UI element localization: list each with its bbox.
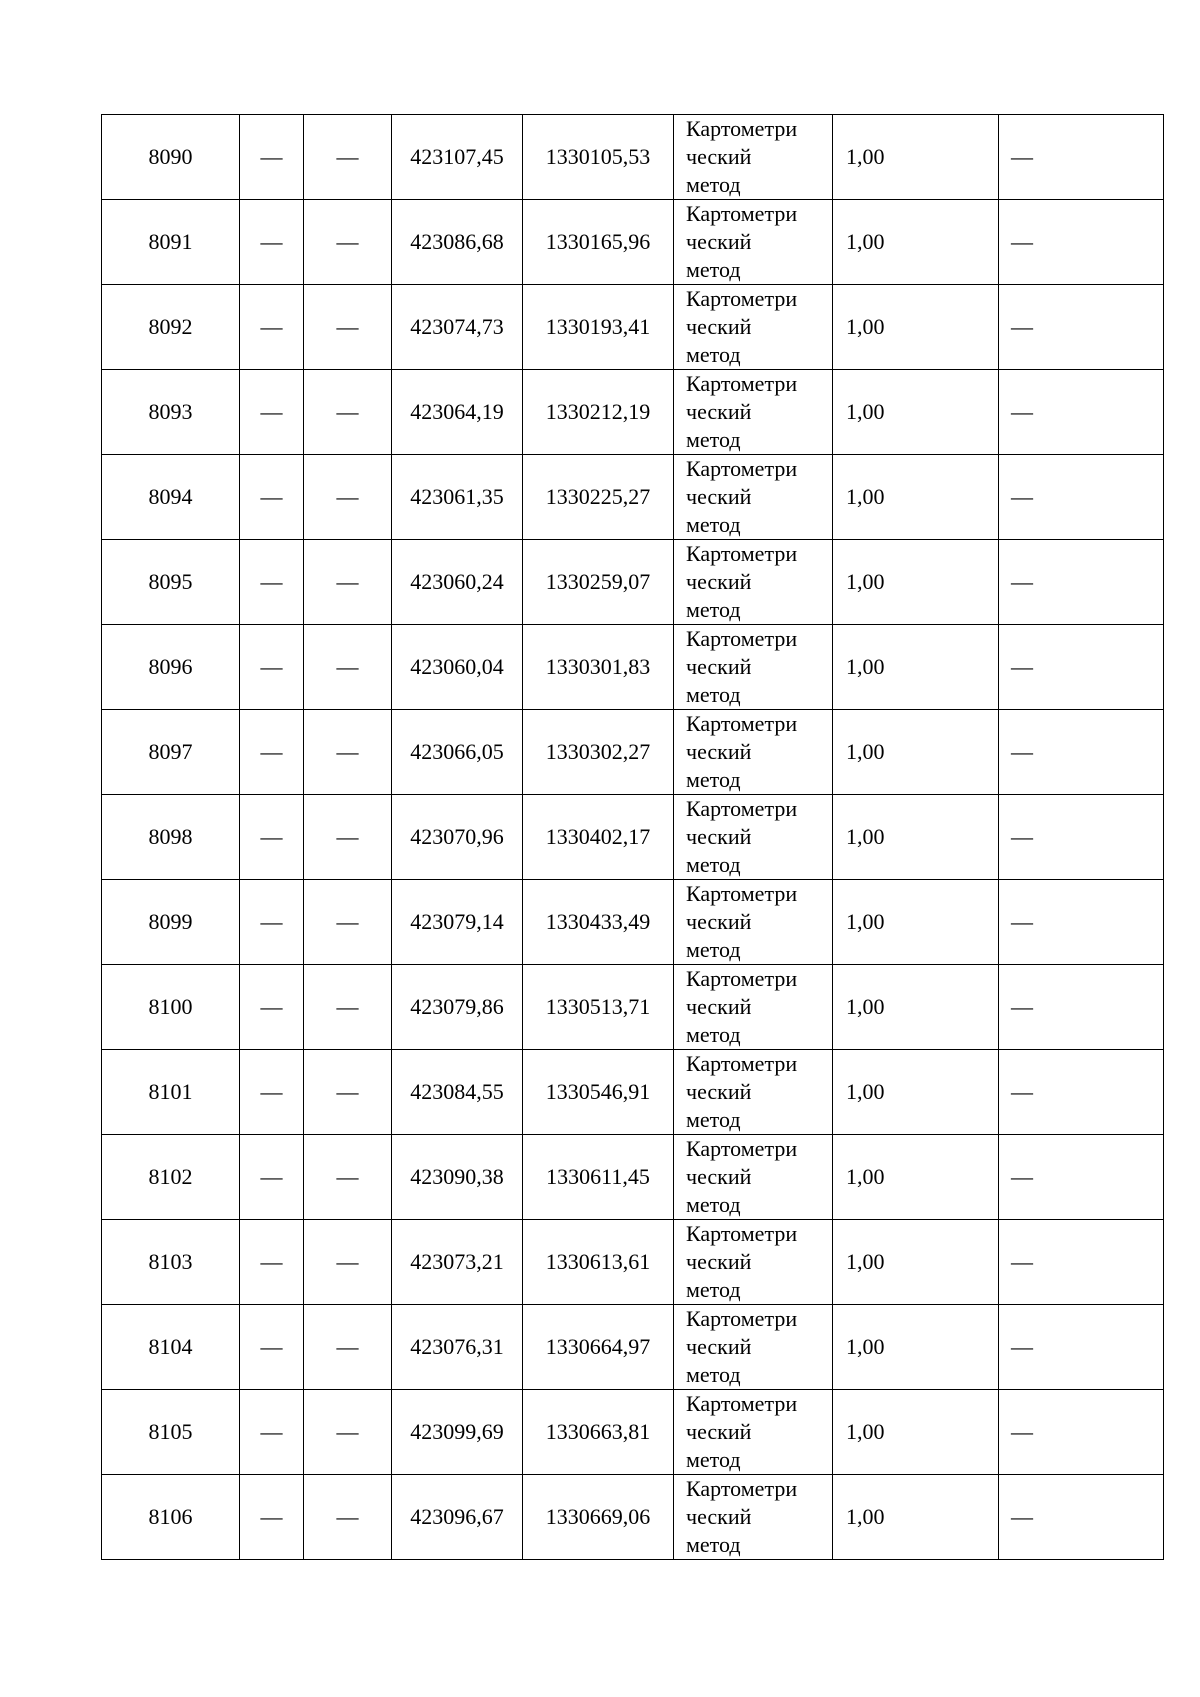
method-text-line: ческий xyxy=(686,654,752,679)
method-text-line: ческий xyxy=(686,399,752,424)
accuracy-cell: 1,00 xyxy=(833,540,999,625)
table-row xyxy=(102,455,1164,540)
description-cell: — xyxy=(999,625,1164,710)
table-row xyxy=(102,1390,1164,1475)
dash-cell: — xyxy=(240,710,304,795)
x-coordinate-cell: 423066,05 xyxy=(392,710,523,795)
method-cell xyxy=(674,1220,833,1305)
method-cell xyxy=(674,455,833,540)
x-coordinate-cell: 423060,04 xyxy=(392,625,523,710)
point-number-cell: 8104 xyxy=(102,1305,240,1390)
table-row xyxy=(102,540,1164,625)
accuracy-cell: 1,00 xyxy=(833,1220,999,1305)
accuracy-cell: 1,00 xyxy=(833,1135,999,1220)
accuracy-cell: 1,00 xyxy=(833,370,999,455)
method-text-line: ческий xyxy=(686,909,752,934)
method-cell xyxy=(674,1305,833,1390)
method-text-line: Картометри xyxy=(686,711,798,736)
table-body xyxy=(102,115,1164,1560)
dash-cell: — xyxy=(304,1475,392,1560)
accuracy-cell: 1,00 xyxy=(833,1050,999,1135)
method-text-line: Картометри xyxy=(686,1391,798,1416)
point-number-cell: 8094 xyxy=(102,455,240,540)
dash-cell: — xyxy=(240,200,304,285)
method-text-line: Картометри xyxy=(686,116,798,141)
method-text-line: метод xyxy=(686,852,741,877)
dash-cell: — xyxy=(240,455,304,540)
method-cell xyxy=(674,1135,833,1220)
method-text-line: метод xyxy=(686,1362,741,1387)
point-number-cell: 8092 xyxy=(102,285,240,370)
accuracy-cell: 1,00 xyxy=(833,1305,999,1390)
accuracy-cell: 1,00 xyxy=(833,200,999,285)
method-text-line: Картометри xyxy=(686,1051,798,1076)
method-text-line: метод xyxy=(686,1532,741,1557)
description-cell: — xyxy=(999,880,1164,965)
point-number-cell: 8103 xyxy=(102,1220,240,1305)
dash-cell: — xyxy=(304,200,392,285)
method-cell xyxy=(674,1050,833,1135)
method-cell xyxy=(674,370,833,455)
dash-cell: — xyxy=(240,1390,304,1475)
dash-cell: — xyxy=(304,115,392,200)
dash-cell: — xyxy=(240,285,304,370)
description-cell: — xyxy=(999,710,1164,795)
y-coordinate-cell: 1330225,27 xyxy=(523,455,674,540)
table-row xyxy=(102,1220,1164,1305)
y-coordinate-cell: 1330165,96 xyxy=(523,200,674,285)
point-number-cell: 8101 xyxy=(102,1050,240,1135)
method-text-line: метод xyxy=(686,172,741,197)
y-coordinate-cell: 1330613,61 xyxy=(523,1220,674,1305)
description-cell: — xyxy=(999,1475,1164,1560)
y-coordinate-cell: 1330611,45 xyxy=(523,1135,674,1220)
x-coordinate-cell: 423079,86 xyxy=(392,965,523,1050)
table-row xyxy=(102,200,1164,285)
x-coordinate-cell: 423079,14 xyxy=(392,880,523,965)
table-row xyxy=(102,1135,1164,1220)
accuracy-cell: 1,00 xyxy=(833,710,999,795)
method-text-line: ческий xyxy=(686,314,752,339)
method-text-line: Картометри xyxy=(686,1306,798,1331)
method-text-line: Картометри xyxy=(686,201,798,226)
x-coordinate-cell: 423090,38 xyxy=(392,1135,523,1220)
table-row xyxy=(102,1305,1164,1390)
method-cell xyxy=(674,540,833,625)
description-cell: — xyxy=(999,370,1164,455)
method-text-line: ческий xyxy=(686,1334,752,1359)
method-text-line: метод xyxy=(686,767,741,792)
y-coordinate-cell: 1330105,53 xyxy=(523,115,674,200)
point-number-cell: 8091 xyxy=(102,200,240,285)
method-text-line: ческий xyxy=(686,1249,752,1274)
table-row xyxy=(102,370,1164,455)
method-text-line: ческий xyxy=(686,739,752,764)
accuracy-cell: 1,00 xyxy=(833,455,999,540)
point-number-cell: 8099 xyxy=(102,880,240,965)
table-row xyxy=(102,710,1164,795)
point-number-cell: 8090 xyxy=(102,115,240,200)
dash-cell: — xyxy=(304,795,392,880)
description-cell: — xyxy=(999,200,1164,285)
dash-cell: — xyxy=(240,1220,304,1305)
dash-cell: — xyxy=(240,965,304,1050)
y-coordinate-cell: 1330433,49 xyxy=(523,880,674,965)
coordinates-table xyxy=(101,114,1164,1560)
point-number-cell: 8106 xyxy=(102,1475,240,1560)
accuracy-cell: 1,00 xyxy=(833,795,999,880)
method-text-line: ческий xyxy=(686,1504,752,1529)
point-number-cell: 8102 xyxy=(102,1135,240,1220)
y-coordinate-cell: 1330402,17 xyxy=(523,795,674,880)
method-text-line: Картометри xyxy=(686,456,798,481)
method-text-line: метод xyxy=(686,1107,741,1132)
accuracy-cell: 1,00 xyxy=(833,625,999,710)
method-cell xyxy=(674,795,833,880)
dash-cell: — xyxy=(304,1305,392,1390)
description-cell: — xyxy=(999,285,1164,370)
description-cell: — xyxy=(999,455,1164,540)
method-text-line: ческий xyxy=(686,1079,752,1104)
x-coordinate-cell: 423107,45 xyxy=(392,115,523,200)
method-text-line: метод xyxy=(686,342,741,367)
x-coordinate-cell: 423061,35 xyxy=(392,455,523,540)
point-number-cell: 8095 xyxy=(102,540,240,625)
method-text-line: Картометри xyxy=(686,1476,798,1501)
description-cell: — xyxy=(999,1305,1164,1390)
method-text-line: ческий xyxy=(686,569,752,594)
method-text-line: ческий xyxy=(686,994,752,1019)
method-text-line: ческий xyxy=(686,824,752,849)
method-text-line: Картометри xyxy=(686,626,798,651)
method-text-line: Картометри xyxy=(686,541,798,566)
dash-cell: — xyxy=(304,965,392,1050)
dash-cell: — xyxy=(240,1135,304,1220)
y-coordinate-cell: 1330212,19 xyxy=(523,370,674,455)
dash-cell: — xyxy=(304,285,392,370)
dash-cell: — xyxy=(240,880,304,965)
method-cell xyxy=(674,115,833,200)
y-coordinate-cell: 1330301,83 xyxy=(523,625,674,710)
method-text-line: метод xyxy=(686,1447,741,1472)
method-text-line: метод xyxy=(686,937,741,962)
point-number-cell: 8093 xyxy=(102,370,240,455)
point-number-cell: 8097 xyxy=(102,710,240,795)
method-text-line: метод xyxy=(686,257,741,282)
x-coordinate-cell: 423074,73 xyxy=(392,285,523,370)
description-cell: — xyxy=(999,1135,1164,1220)
y-coordinate-cell: 1330664,97 xyxy=(523,1305,674,1390)
accuracy-cell: 1,00 xyxy=(833,115,999,200)
description-cell: — xyxy=(999,1050,1164,1135)
dash-cell: — xyxy=(240,625,304,710)
description-cell: — xyxy=(999,965,1164,1050)
description-cell: — xyxy=(999,795,1164,880)
dash-cell: — xyxy=(240,370,304,455)
method-text-line: метод xyxy=(686,427,741,452)
description-cell: — xyxy=(999,115,1164,200)
method-text-line: ческий xyxy=(686,229,752,254)
dash-cell: — xyxy=(240,115,304,200)
dash-cell: — xyxy=(240,1475,304,1560)
y-coordinate-cell: 1330546,91 xyxy=(523,1050,674,1135)
point-number-cell: 8105 xyxy=(102,1390,240,1475)
accuracy-cell: 1,00 xyxy=(833,965,999,1050)
x-coordinate-cell: 423064,19 xyxy=(392,370,523,455)
method-text-line: метод xyxy=(686,597,741,622)
y-coordinate-cell: 1330302,27 xyxy=(523,710,674,795)
method-text-line: ческий xyxy=(686,144,752,169)
dash-cell: — xyxy=(304,1220,392,1305)
method-cell xyxy=(674,965,833,1050)
dash-cell: — xyxy=(304,455,392,540)
description-cell: — xyxy=(999,1390,1164,1475)
method-text-line: Картометри xyxy=(686,881,798,906)
x-coordinate-cell: 423086,68 xyxy=(392,200,523,285)
table-row xyxy=(102,115,1164,200)
method-cell xyxy=(674,1475,833,1560)
dash-cell: — xyxy=(304,1050,392,1135)
table-row xyxy=(102,880,1164,965)
method-cell xyxy=(674,880,833,965)
table-row xyxy=(102,285,1164,370)
table-row xyxy=(102,1475,1164,1560)
accuracy-cell: 1,00 xyxy=(833,1390,999,1475)
x-coordinate-cell: 423076,31 xyxy=(392,1305,523,1390)
method-text-line: Картометри xyxy=(686,1136,798,1161)
method-text-line: метод xyxy=(686,512,741,537)
method-cell xyxy=(674,710,833,795)
x-coordinate-cell: 423084,55 xyxy=(392,1050,523,1135)
x-coordinate-cell: 423070,96 xyxy=(392,795,523,880)
method-text-line: метод xyxy=(686,1277,741,1302)
description-cell: — xyxy=(999,1220,1164,1305)
dash-cell: — xyxy=(240,1050,304,1135)
dash-cell: — xyxy=(240,795,304,880)
point-number-cell: 8096 xyxy=(102,625,240,710)
accuracy-cell: 1,00 xyxy=(833,285,999,370)
x-coordinate-cell: 423099,69 xyxy=(392,1390,523,1475)
method-text-line: Картометри xyxy=(686,1221,798,1246)
dash-cell: — xyxy=(304,710,392,795)
dash-cell: — xyxy=(304,370,392,455)
y-coordinate-cell: 1330513,71 xyxy=(523,965,674,1050)
dash-cell: — xyxy=(304,625,392,710)
method-text-line: ческий xyxy=(686,1419,752,1444)
table-row xyxy=(102,1050,1164,1135)
x-coordinate-cell: 423073,21 xyxy=(392,1220,523,1305)
point-number-cell: 8100 xyxy=(102,965,240,1050)
accuracy-cell: 1,00 xyxy=(833,880,999,965)
dash-cell: — xyxy=(304,1390,392,1475)
method-cell xyxy=(674,1390,833,1475)
dash-cell: — xyxy=(304,880,392,965)
description-cell: — xyxy=(999,540,1164,625)
method-text-line: ческий xyxy=(686,484,752,509)
table-row xyxy=(102,625,1164,710)
method-text-line: Картометри xyxy=(686,966,798,991)
accuracy-cell: 1,00 xyxy=(833,1475,999,1560)
method-cell xyxy=(674,200,833,285)
method-text-line: ческий xyxy=(686,1164,752,1189)
method-text-line: Картометри xyxy=(686,371,798,396)
dash-cell: — xyxy=(240,540,304,625)
x-coordinate-cell: 423060,24 xyxy=(392,540,523,625)
method-cell xyxy=(674,625,833,710)
method-text-line: Картометри xyxy=(686,286,798,311)
dash-cell: — xyxy=(304,1135,392,1220)
table-row xyxy=(102,965,1164,1050)
dash-cell: — xyxy=(304,540,392,625)
point-number-cell: 8098 xyxy=(102,795,240,880)
x-coordinate-cell: 423096,67 xyxy=(392,1475,523,1560)
method-text-line: Картометри xyxy=(686,796,798,821)
y-coordinate-cell: 1330193,41 xyxy=(523,285,674,370)
method-text-line: метод xyxy=(686,1192,741,1217)
method-text-line: метод xyxy=(686,682,741,707)
dash-cell: — xyxy=(240,1305,304,1390)
y-coordinate-cell: 1330259,07 xyxy=(523,540,674,625)
method-cell xyxy=(674,285,833,370)
y-coordinate-cell: 1330669,06 xyxy=(523,1475,674,1560)
method-text-line: метод xyxy=(686,1022,741,1047)
y-coordinate-cell: 1330663,81 xyxy=(523,1390,674,1475)
table-row xyxy=(102,795,1164,880)
